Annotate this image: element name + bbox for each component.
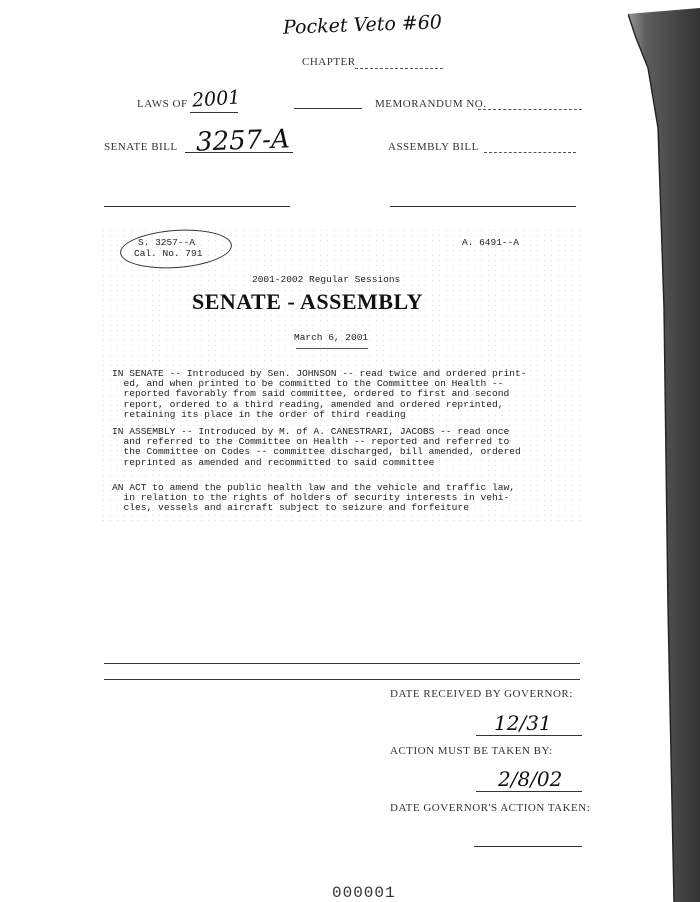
assembly-text-line: and referred to the Committee on Health -- reported and referred to: [112, 436, 510, 448]
chapter-label: CHAPTER: [302, 56, 356, 68]
senate-text-line: retaining its place in the order of third reading: [112, 408, 406, 420]
senate-text-line: reported favorably from said committee, ordered to first and second: [112, 388, 510, 400]
assembly-text-line: IN ASSEMBLY -- Introduced by M. of A. CANESTRARI, JACOBS -- read once: [112, 426, 510, 437]
senate-text: [112, 369, 527, 420]
action-must-line: [476, 791, 582, 792]
laws-of-year: 2001: [191, 86, 242, 112]
assembly-text: [112, 427, 521, 468]
assembly-text-line: reprinted as amended and recommitted to said committee: [112, 456, 435, 468]
action-must-label: ACTION MUST BE TAKEN BY:: [390, 745, 553, 757]
senate-bill-number: 3257-A: [195, 124, 291, 158]
action-must-value: 2/8/02: [498, 767, 563, 791]
date-received-line: [476, 735, 582, 736]
memorandum-blank: [478, 109, 582, 110]
date-underline: [296, 348, 368, 349]
assembly-text-line: the Committee on Codes -- committee discharged, bill amended, ordered: [112, 446, 521, 458]
lower-separator-1: [104, 663, 580, 664]
act-text-line: AN ACT to amend the public health law and the vehicle and traffic law,: [112, 482, 516, 493]
date-received-value: 12/31: [494, 711, 552, 735]
assembly-bill-blank: [484, 152, 576, 153]
action-taken-line: [474, 846, 582, 847]
senate-ref-line1: S. 3257--A: [138, 237, 196, 248]
separator-left: [104, 206, 290, 207]
date-received-label: DATE RECEIVED BY GOVERNOR:: [390, 688, 573, 700]
laws-of-blank: [190, 112, 238, 113]
session-text: 2001-2002 Regular Sessions: [252, 274, 401, 285]
act-text-line: in relation to the rights of holders of security interests in vehi-: [112, 492, 510, 504]
senate-text-line: ed, and when printed to be committed to the Committee on Health --: [112, 378, 504, 390]
scan-edge-shadow: [628, 8, 700, 902]
senate-text-line: report, ordered to a third reading, amended and ordered reprinted,: [112, 398, 504, 410]
page-stamp: 000001: [332, 884, 396, 902]
assembly-ref: A. 6491--A: [462, 237, 520, 248]
laws-of-label: LAWS OF: [137, 98, 188, 110]
act-text: [112, 483, 515, 514]
memorandum-label: MEMORANDUM NO.: [375, 98, 487, 110]
bill-date: March 6, 2001: [294, 332, 369, 343]
house-title: SENATE - ASSEMBLY: [192, 289, 424, 314]
separator-right: [390, 206, 576, 207]
senate-bill-blank: [185, 152, 293, 153]
handwritten-title: Pocket Veto #60: [282, 11, 443, 39]
laws-of-blank-2: [294, 108, 362, 109]
chapter-blank: [355, 68, 443, 69]
act-text-line: cles, vessels and aircraft subject to seizure and forfeiture: [112, 502, 469, 514]
senate-text-line: IN SENATE -- Introduced by Sen. JOHNSON -- read twice and ordered print-: [112, 368, 527, 379]
assembly-bill-label: ASSEMBLY BILL: [388, 141, 479, 153]
action-taken-label: DATE GOVERNOR'S ACTION TAKEN:: [390, 802, 591, 814]
senate-bill-label: SENATE BILL: [104, 141, 178, 153]
lower-separator-2: [104, 679, 580, 680]
senate-ref-line2: Cal. No. 791: [134, 248, 203, 259]
